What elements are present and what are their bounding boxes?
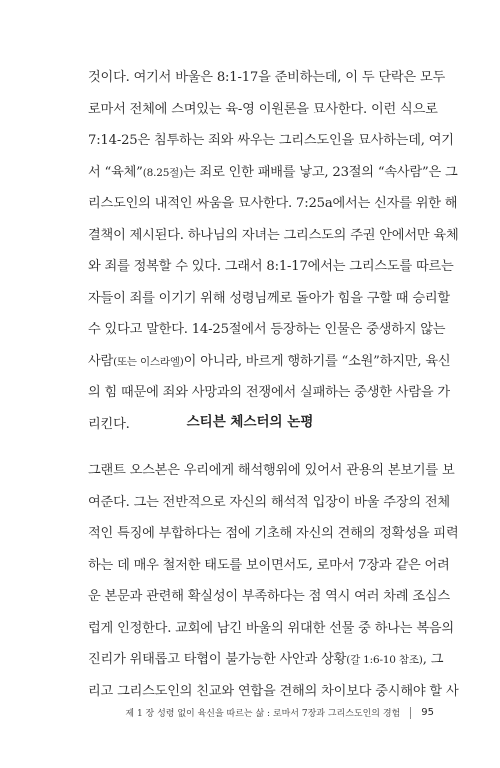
text-line: 적인 특징에 부합하다는 점에 기초해 자신의 견해의 정확성을 피력 <box>88 526 459 541</box>
text-line: 것이다. 여기서 바울은 8:1-17을 준비하는데, 이 두 단락은 모두 <box>88 70 446 85</box>
page-number: 95 <box>421 707 434 718</box>
body-paragraph-1 <box>88 62 459 440</box>
footer-divider <box>410 707 411 719</box>
text-run: 서 “육체” <box>88 164 143 180</box>
text-line: 리킨다. <box>88 416 130 432</box>
verse-reference: (8.25절) <box>142 166 184 179</box>
text-run: 진리가 위태롭고 타협이 불가능한 사안과 상황 <box>88 652 347 667</box>
text-line: 여준다. 그는 전반적으로 자신의 해석적 입장이 바울 주장의 전체 <box>88 494 450 510</box>
text-line: 자들이 죄를 이기기 위해 성령님께로 돌아가 힘을 구할 때 승리할 <box>88 290 450 306</box>
text-line: 럽게 인정한다. 교회에 남긴 바울의 위대한 선물 중 하나는 복음의 <box>88 620 454 636</box>
running-head: 제 1 장 성령 없이 육신을 따르는 삶 : 로마서 7장과 그리스도인의 경험 <box>125 709 401 719</box>
text-line: 결책이 제시된다. 하나님의 자녀는 그리스도의 주권 안에서만 육체 <box>88 227 459 243</box>
text-line <box>88 346 451 378</box>
text-line: 그랜트 오스본은 우리에게 해석행위에 있어서 관용의 본보기를 보 <box>88 463 455 478</box>
text-run: 는 죄로 인한 패배를 낳고, 23절의 “속사람”은 그 <box>183 164 458 180</box>
text-line: 하는 데 매우 철저한 태도를 보이면서도, 로마서 7장과 같은 어려 <box>88 557 450 573</box>
text-line: 리고 그리스도인의 친교와 연합을 견해의 차이보다 중시해야 할 사 <box>88 683 459 699</box>
text-line: 운 본문과 관련해 확실성이 부족하다는 점 역시 여러 차례 조심스 <box>88 589 450 604</box>
text-run: 사람 <box>88 353 114 369</box>
body-paragraph-2 <box>88 455 459 707</box>
text-line: 와 죄를 정복할 수 있다. 그래서 8:1-17에서는 그리스도를 따르는 <box>88 259 454 274</box>
text-line <box>88 644 444 676</box>
text-line: 의 힘 때문에 죄와 사망과의 전쟁에서 실패하는 중생한 사람을 가 <box>88 385 450 400</box>
text-line <box>88 157 458 189</box>
text-line: 수 있다고 말한다. 14-25절에서 등장하는 인물은 중생하지 않는 <box>88 322 446 337</box>
text-line: 리스도인의 내적인 싸움을 묘사한다. 7:25a에서는 신자를 위한 해 <box>88 196 458 211</box>
text-line: 로마서 전체에 스며있는 육-영 이원론을 묘사한다. 이런 식으로 <box>88 101 438 117</box>
text-line: 7:14-25은 침투하는 죄와 싸우는 그리스도인을 묘사하는데, 여기 <box>88 133 454 148</box>
text-run: , 그 <box>422 652 444 667</box>
section-heading: 스티븐 체스터의 논평 <box>186 414 314 430</box>
verse-reference: (갈 1:6-10 참조) <box>346 654 423 666</box>
page-footer <box>125 706 434 719</box>
parenthetical-note: (또는 이스라엘) <box>113 355 184 368</box>
text-run: 이 아니라, 바르게 행하기를 “소원”하지만, 육신 <box>183 353 451 369</box>
